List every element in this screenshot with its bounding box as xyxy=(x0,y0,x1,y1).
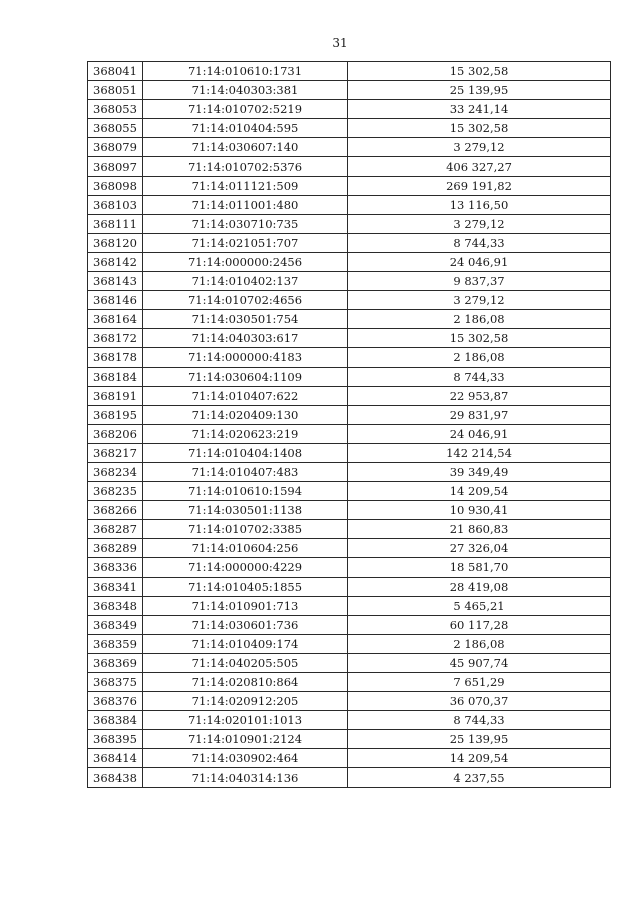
record-id-cell: 368111 xyxy=(88,214,143,233)
amount-cell: 8 744,33 xyxy=(348,367,611,386)
table-row xyxy=(88,272,611,291)
record-id-cell: 368184 xyxy=(88,367,143,386)
record-id-cell: 368195 xyxy=(88,405,143,424)
cadastral-number-cell: 71:14:020810:864 xyxy=(143,673,348,692)
cadastral-number-cell: 71:14:030501:754 xyxy=(143,310,348,329)
cadastral-number-cell: 71:14:030902:464 xyxy=(143,749,348,768)
table-row xyxy=(88,711,611,730)
cadastral-number-cell: 71:14:000000:4229 xyxy=(143,558,348,577)
amount-cell: 25 139,95 xyxy=(348,730,611,749)
table-row xyxy=(88,310,611,329)
amount-cell: 29 831,97 xyxy=(348,405,611,424)
table-row xyxy=(88,730,611,749)
cadastral-number-cell: 71:14:030501:1138 xyxy=(143,501,348,520)
record-id-cell: 368098 xyxy=(88,176,143,195)
table-row xyxy=(88,673,611,692)
cadastral-number-cell: 71:14:010404:1408 xyxy=(143,443,348,462)
amount-cell: 4 237,55 xyxy=(348,768,611,787)
cadastral-number-cell: 71:14:010407:483 xyxy=(143,462,348,481)
table-row xyxy=(88,462,611,481)
amount-cell: 3 279,12 xyxy=(348,291,611,310)
table-row xyxy=(88,138,611,157)
cadastral-number-cell: 71:14:010702:4656 xyxy=(143,291,348,310)
record-id-cell: 368103 xyxy=(88,195,143,214)
cadastral-number-cell: 71:14:010901:713 xyxy=(143,596,348,615)
table-row xyxy=(88,501,611,520)
record-id-cell: 368336 xyxy=(88,558,143,577)
amount-cell: 142 214,54 xyxy=(348,443,611,462)
cadastral-number-cell: 71:14:030607:140 xyxy=(143,138,348,157)
record-id-cell: 368164 xyxy=(88,310,143,329)
table-row xyxy=(88,214,611,233)
amount-cell: 13 116,50 xyxy=(348,195,611,214)
cadastral-number-cell: 71:14:020912:205 xyxy=(143,692,348,711)
record-id-cell: 368376 xyxy=(88,692,143,711)
amount-cell: 33 241,14 xyxy=(348,100,611,119)
cadastral-number-cell: 71:14:010407:622 xyxy=(143,386,348,405)
amount-cell: 10 930,41 xyxy=(348,501,611,520)
amount-cell: 15 302,58 xyxy=(348,119,611,138)
table-row xyxy=(88,634,611,653)
cadastral-number-cell: 71:14:021051:707 xyxy=(143,233,348,252)
table-row xyxy=(88,577,611,596)
cadastral-number-cell: 71:14:000000:4183 xyxy=(143,348,348,367)
table-row xyxy=(88,329,611,348)
record-id-cell: 368217 xyxy=(88,443,143,462)
record-id-cell: 368359 xyxy=(88,634,143,653)
record-id-cell: 368178 xyxy=(88,348,143,367)
table-row xyxy=(88,539,611,558)
amount-cell: 7 651,29 xyxy=(348,673,611,692)
amount-cell: 28 419,08 xyxy=(348,577,611,596)
cadastral-number-cell: 71:14:020409:130 xyxy=(143,405,348,424)
cadastral-number-cell: 71:14:030710:735 xyxy=(143,214,348,233)
table-row xyxy=(88,558,611,577)
table-row xyxy=(88,81,611,100)
table-row xyxy=(88,386,611,405)
record-id-cell: 368235 xyxy=(88,482,143,501)
cadastral-number-cell: 71:14:010702:5376 xyxy=(143,157,348,176)
cadastral-number-cell: 71:14:040303:381 xyxy=(143,81,348,100)
table-row xyxy=(88,233,611,252)
amount-cell: 39 349,49 xyxy=(348,462,611,481)
cadastral-number-cell: 71:14:030601:736 xyxy=(143,615,348,634)
record-id-cell: 368348 xyxy=(88,596,143,615)
amount-cell: 406 327,27 xyxy=(348,157,611,176)
amount-cell: 22 953,87 xyxy=(348,386,611,405)
record-id-cell: 368287 xyxy=(88,520,143,539)
amount-cell: 36 070,37 xyxy=(348,692,611,711)
record-id-cell: 368051 xyxy=(88,81,143,100)
cadastral-number-cell: 71:14:010409:174 xyxy=(143,634,348,653)
cadastral-number-cell: 71:14:000000:2456 xyxy=(143,252,348,271)
amount-cell: 9 837,37 xyxy=(348,272,611,291)
data-table-wrapper xyxy=(87,61,610,788)
record-id-cell: 368097 xyxy=(88,157,143,176)
cadastral-number-cell: 71:14:040314:136 xyxy=(143,768,348,787)
record-id-cell: 368395 xyxy=(88,730,143,749)
record-id-cell: 368191 xyxy=(88,386,143,405)
record-id-cell: 368266 xyxy=(88,501,143,520)
table-row xyxy=(88,424,611,443)
cadastral-number-cell: 71:14:010404:595 xyxy=(143,119,348,138)
cadastral-number-cell: 71:14:010604:256 xyxy=(143,539,348,558)
record-id-cell: 368369 xyxy=(88,653,143,672)
amount-cell: 3 279,12 xyxy=(348,214,611,233)
table-row xyxy=(88,348,611,367)
table-row xyxy=(88,176,611,195)
cadastral-number-cell: 71:14:010610:1594 xyxy=(143,482,348,501)
record-id-cell: 368053 xyxy=(88,100,143,119)
record-id-cell: 368384 xyxy=(88,711,143,730)
amount-cell: 2 186,08 xyxy=(348,348,611,367)
table-row xyxy=(88,482,611,501)
amount-cell: 45 907,74 xyxy=(348,653,611,672)
table-row xyxy=(88,692,611,711)
cadastral-number-cell: 71:14:011001:480 xyxy=(143,195,348,214)
table-row xyxy=(88,100,611,119)
table-row xyxy=(88,653,611,672)
table-row xyxy=(88,520,611,539)
amount-cell: 8 744,33 xyxy=(348,711,611,730)
record-id-cell: 368146 xyxy=(88,291,143,310)
record-id-cell: 368414 xyxy=(88,749,143,768)
amount-cell: 14 209,54 xyxy=(348,482,611,501)
record-id-cell: 368172 xyxy=(88,329,143,348)
table-row xyxy=(88,405,611,424)
table-row xyxy=(88,768,611,787)
record-id-cell: 368143 xyxy=(88,272,143,291)
amount-cell: 8 744,33 xyxy=(348,233,611,252)
amount-cell: 5 465,21 xyxy=(348,596,611,615)
amount-cell: 21 860,83 xyxy=(348,520,611,539)
cadastral-number-cell: 71:14:010402:137 xyxy=(143,272,348,291)
amount-cell: 269 191,82 xyxy=(348,176,611,195)
record-id-cell: 368289 xyxy=(88,539,143,558)
amount-cell: 25 139,95 xyxy=(348,81,611,100)
amount-cell: 3 279,12 xyxy=(348,138,611,157)
data-table xyxy=(87,61,611,788)
amount-cell: 2 186,08 xyxy=(348,634,611,653)
table-row xyxy=(88,195,611,214)
table-row xyxy=(88,119,611,138)
table-row xyxy=(88,291,611,310)
amount-cell: 18 581,70 xyxy=(348,558,611,577)
cadastral-number-cell: 71:14:040205:505 xyxy=(143,653,348,672)
table-row xyxy=(88,367,611,386)
page-number: 31 xyxy=(332,36,348,50)
amount-cell: 24 046,91 xyxy=(348,252,611,271)
amount-cell: 24 046,91 xyxy=(348,424,611,443)
table-row xyxy=(88,62,611,81)
record-id-cell: 368041 xyxy=(88,62,143,81)
table-row xyxy=(88,596,611,615)
cadastral-number-cell: 71:14:020101:1013 xyxy=(143,711,348,730)
amount-cell: 15 302,58 xyxy=(348,62,611,81)
record-id-cell: 368206 xyxy=(88,424,143,443)
cadastral-number-cell: 71:14:020623:219 xyxy=(143,424,348,443)
table-row xyxy=(88,615,611,634)
table-row xyxy=(88,443,611,462)
table-body xyxy=(88,62,611,788)
cadastral-number-cell: 71:14:011121:509 xyxy=(143,176,348,195)
record-id-cell: 368142 xyxy=(88,252,143,271)
cadastral-number-cell: 71:14:010702:5219 xyxy=(143,100,348,119)
cadastral-number-cell: 71:14:010405:1855 xyxy=(143,577,348,596)
table-row xyxy=(88,157,611,176)
cadastral-number-cell: 71:14:040303:617 xyxy=(143,329,348,348)
amount-cell: 60 117,28 xyxy=(348,615,611,634)
table-row xyxy=(88,749,611,768)
record-id-cell: 368349 xyxy=(88,615,143,634)
table-row xyxy=(88,252,611,271)
record-id-cell: 368438 xyxy=(88,768,143,787)
record-id-cell: 368375 xyxy=(88,673,143,692)
cadastral-number-cell: 71:14:030604:1109 xyxy=(143,367,348,386)
amount-cell: 14 209,54 xyxy=(348,749,611,768)
cadastral-number-cell: 71:14:010901:2124 xyxy=(143,730,348,749)
amount-cell: 15 302,58 xyxy=(348,329,611,348)
record-id-cell: 368234 xyxy=(88,462,143,481)
amount-cell: 27 326,04 xyxy=(348,539,611,558)
amount-cell: 2 186,08 xyxy=(348,310,611,329)
record-id-cell: 368341 xyxy=(88,577,143,596)
record-id-cell: 368079 xyxy=(88,138,143,157)
cadastral-number-cell: 71:14:010610:1731 xyxy=(143,62,348,81)
record-id-cell: 368055 xyxy=(88,119,143,138)
record-id-cell: 368120 xyxy=(88,233,143,252)
cadastral-number-cell: 71:14:010702:3385 xyxy=(143,520,348,539)
